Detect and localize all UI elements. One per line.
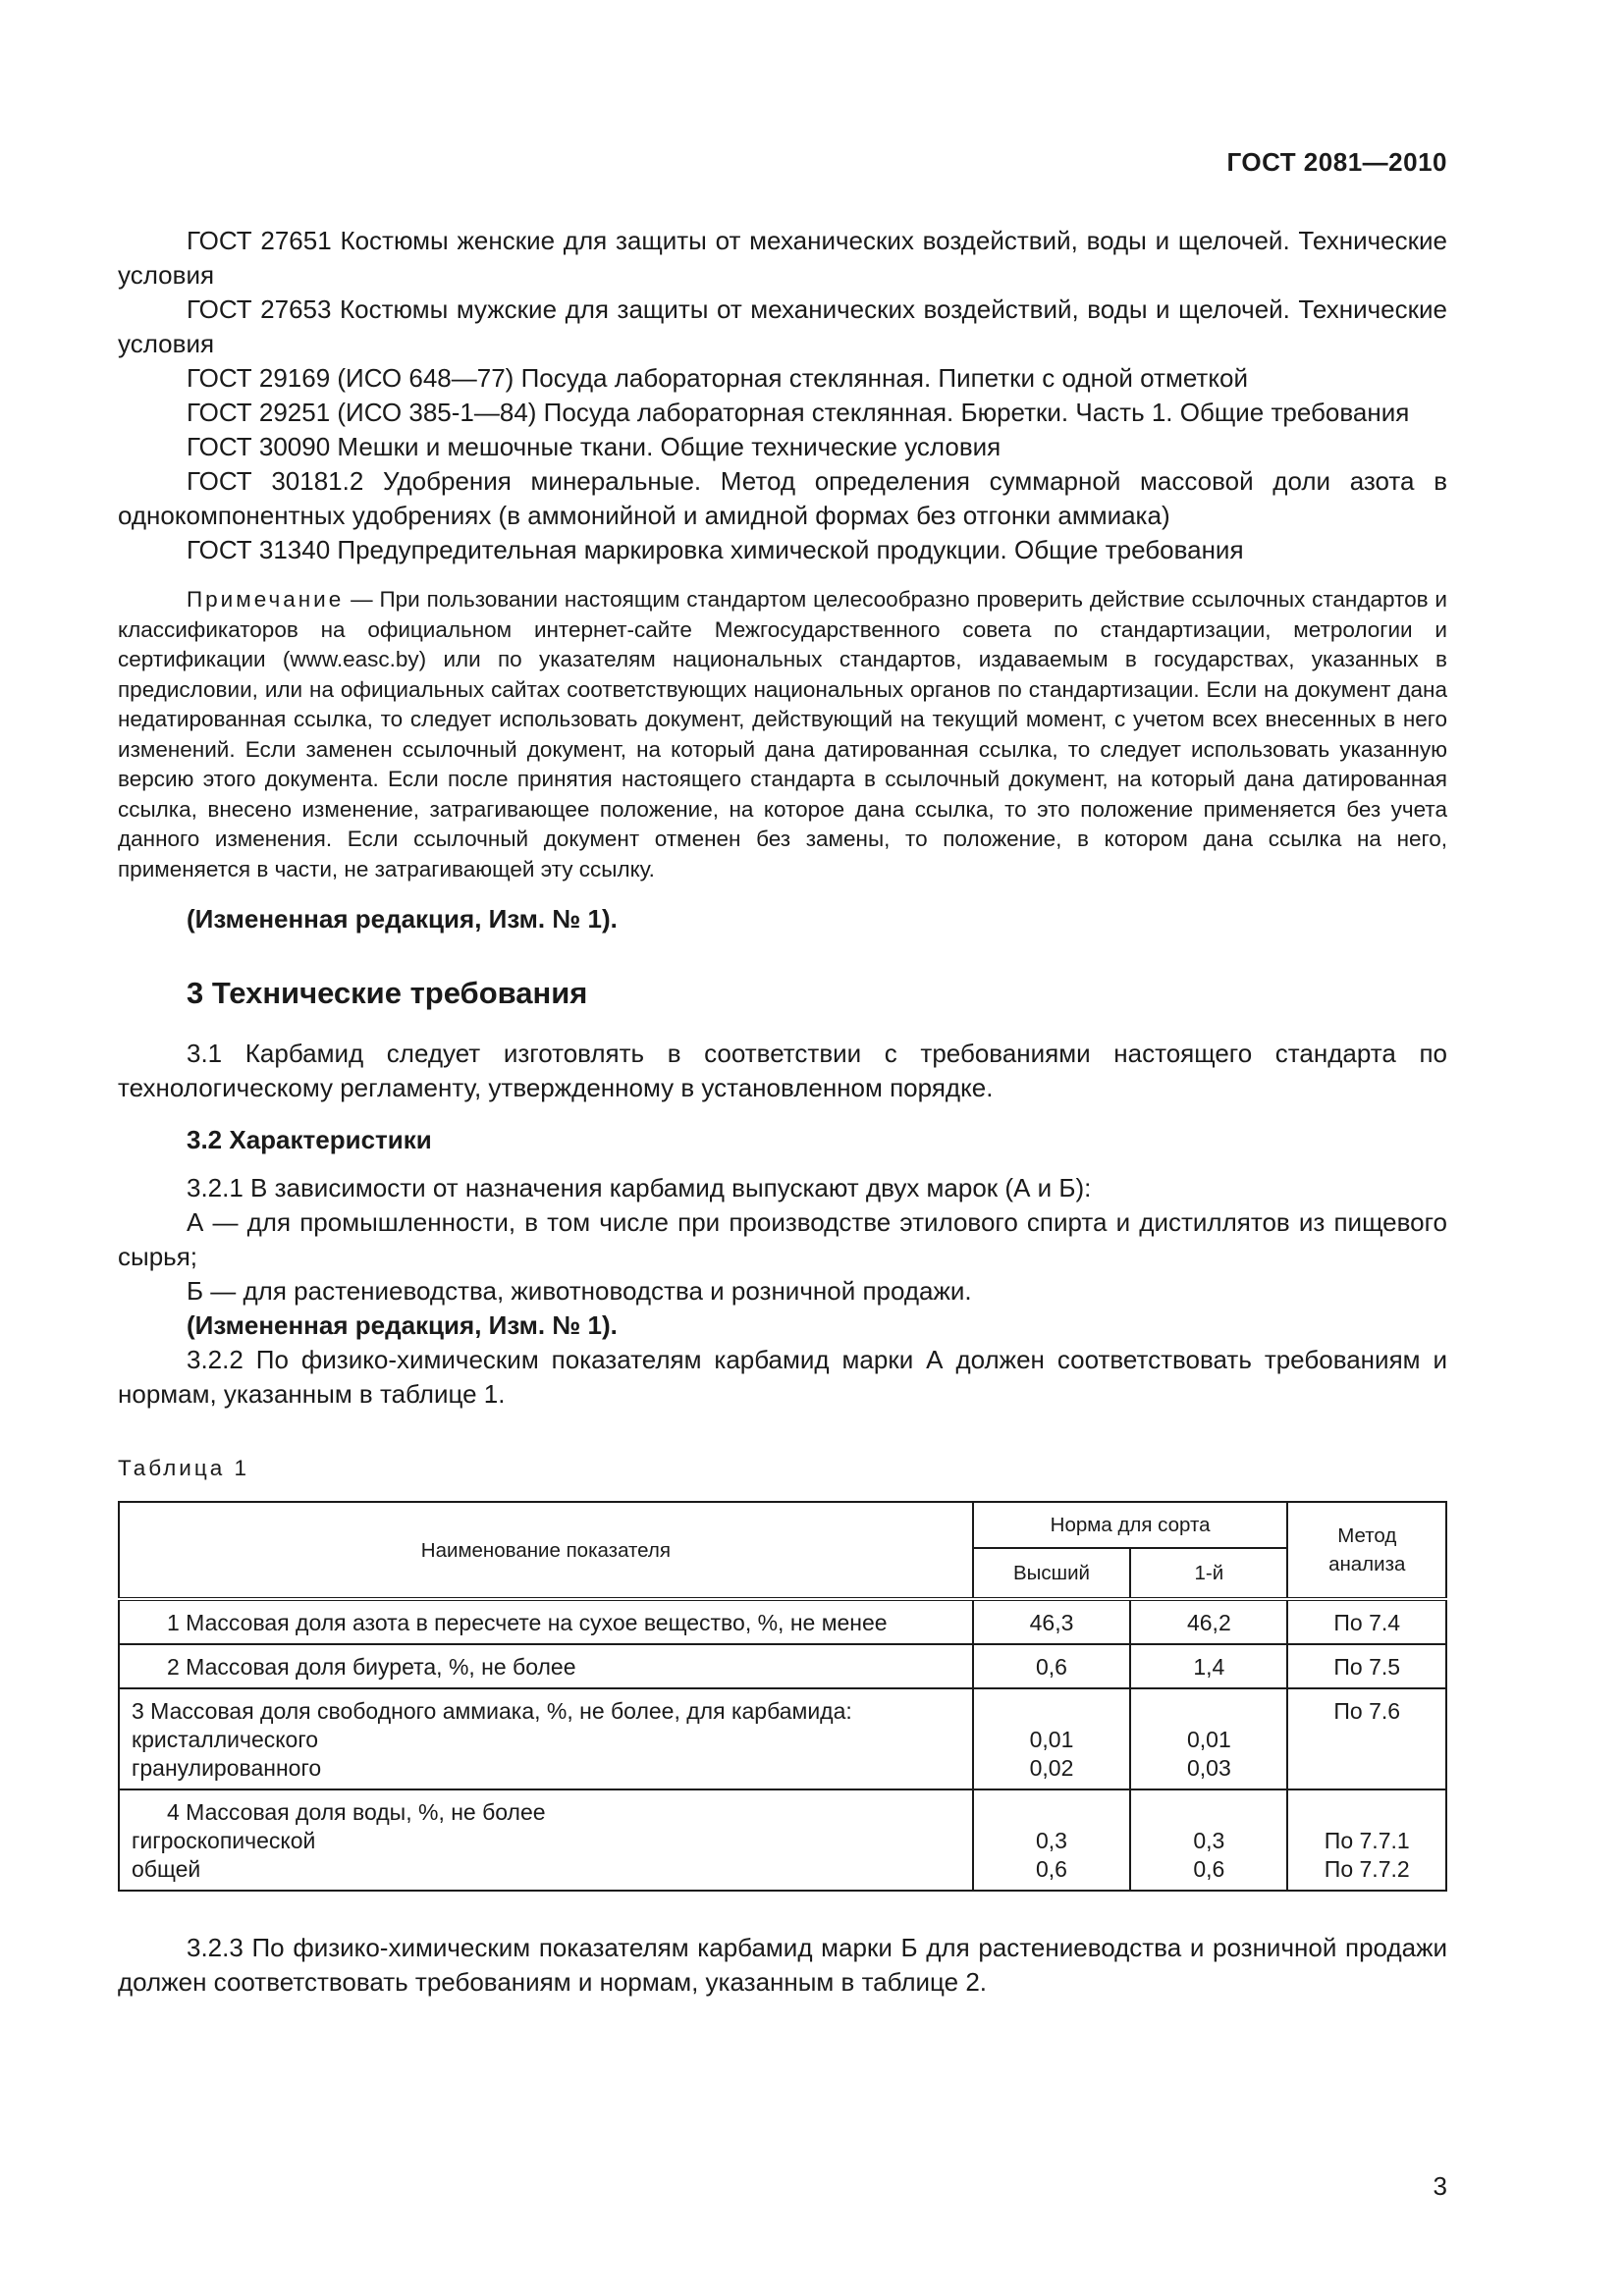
indicator-sub: гранулированного [132, 1755, 322, 1781]
reference-item: ГОСТ 27653 Костюмы мужские для защиты от механических воздействий, воды и щелочей. Технические условия [118, 294, 1447, 358]
indicator-title: 4 Массовая доля воды, %, не более [167, 1799, 546, 1825]
section-title: 3 Технические требования [187, 976, 588, 1010]
method: По 7.6 [1333, 1698, 1401, 1724]
cell-indicator: 1 Массовая доля азота в пересчете на сухое вещество, %, не менее [119, 1599, 973, 1644]
cell-indicator [119, 1789, 973, 1891]
table-row [119, 1789, 1446, 1891]
table-1 [118, 1501, 1447, 1892]
cell-method: По 7.4 [1287, 1599, 1446, 1644]
table-row [119, 1688, 1446, 1789]
header-grade-top: Высший [973, 1548, 1130, 1599]
revision-note: (Измененная редакция, Изм. № 1). [187, 1310, 618, 1340]
table-caption: Таблица 1 [118, 1456, 249, 1480]
paragraph-3-2-2: 3.2.2 По физико-химическим показателям карбамид марки А должен соответствовать требованиям и нормам, указанным в таблице 1. [118, 1345, 1447, 1409]
cell-method: По 7.5 [1287, 1644, 1446, 1688]
value: 0,3 [1036, 1828, 1067, 1853]
reference-item: ГОСТ 30181.2 Удобрения минеральные. Метод определения суммарной массовой доли азота в однокомпонентных удобрениях (в аммонийной и амидной формах без отгонки аммиака) [118, 466, 1447, 530]
header-method-line: Метод [1337, 1524, 1397, 1547]
document-header: ГОСТ 2081—2010 [1226, 147, 1447, 177]
note-text: — При пользовании настоящим стандартом целесообразно проверить действие ссылочных стандартов и классификаторов на официальном интернет-сайте Межгосударственного совета по стандартизации, метрологии и сертификации (www.easc.by) или по указателям национальных стандартов, издаваемым в государствах, указанных в предисловии, или на официальных сайтах соответствующих национальных органов по стандартизации. Если на документ дана недатированная ссылка, то следует использовать документ, действующий на текущий момент, с учетом всех внесенных в него изменений. Если заменен ссылочный документ, на который дана датированная ссылка, то следует использовать указанную версию этого документа. Если после принятия настоящего стандарта в ссылочный документ, на который дана датированная ссылка, внесено изменение, затрагивающее положение, на которое дана ссылка, то это положение применяется без учета данного изменения. Если ссылочный документ отменен без замены, то положение, в котором дана ссылка на него, применяется в части, не затрагивающей эту ссылку. [118, 587, 1447, 881]
reference-item: ГОСТ 30090 Мешки и мешочные ткани. Общие технические условия [187, 432, 1001, 461]
indicator-sub: гигроскопической [132, 1828, 316, 1853]
paragraph-3-2-1: 3.2.1 В зависимости от назначения карбамид выпускают двух марок (А и Б): [187, 1173, 1092, 1202]
note-label: Примечание [187, 587, 345, 612]
paragraph-3-2-3: 3.2.3 По физико-химическим показателям карбамид марки Б для растениеводства и розничной продажи должен соответствовать требованиям и нормам, указанным в таблице 2. [118, 1933, 1447, 1997]
cell-indicator [119, 1688, 973, 1789]
table-row [119, 1644, 1446, 1688]
page-content [118, 224, 1447, 2000]
cell-method [1287, 1688, 1446, 1789]
header-name: Наименование показателя [119, 1502, 973, 1599]
revision-note: (Измененная редакция, Изм. № 1). [187, 904, 618, 934]
value: 0,03 [1186, 1755, 1231, 1781]
header-norm: Норма для сорта [973, 1502, 1288, 1548]
value: 0,6 [1193, 1856, 1225, 1882]
cell-value [1130, 1789, 1287, 1891]
method: По 7.7.2 [1324, 1856, 1410, 1882]
paragraph-3-1: 3.1 Карбамид следует изготовлять в соответствии с требованиями настоящего стандарта по технологическому регламенту, утвержденному в установленном порядке. [118, 1039, 1447, 1102]
paragraph-grade-b: Б — для растениеводства, животноводства и розничной продажи. [187, 1276, 972, 1306]
cell-value: 46,3 [973, 1599, 1130, 1644]
cell-value [1130, 1688, 1287, 1789]
value: 0,6 [1036, 1856, 1067, 1882]
cell-method [1287, 1789, 1446, 1891]
reference-item: ГОСТ 29251 (ИСО 385-1—84) Посуда лабораторная стеклянная. Бюретки. Часть 1. Общие требования [187, 398, 1410, 427]
cell-value [973, 1789, 1130, 1891]
subsection-title: 3.2 Характеристики [187, 1125, 432, 1154]
table-row [119, 1599, 1446, 1644]
cell-value: 1,4 [1130, 1644, 1287, 1688]
reference-item: ГОСТ 31340 Предупредительная маркировка химической продукции. Общие требования [187, 535, 1244, 564]
method: По 7.7.1 [1324, 1828, 1410, 1853]
indicator-title: 3 Массовая доля свободного аммиака, %, не более, для карбамида: [132, 1698, 852, 1724]
paragraph-grade-a: А — для промышленности, в том числе при производстве этилового спирта и дистиллятов из пищевого сырья; [118, 1207, 1447, 1271]
note-paragraph [118, 585, 1447, 884]
table-header-row [119, 1502, 1446, 1548]
value: 0,02 [1029, 1755, 1074, 1781]
value: 0,01 [1029, 1727, 1074, 1752]
header-grade-1: 1-й [1130, 1548, 1287, 1599]
header-method [1287, 1502, 1446, 1599]
value: 0,3 [1193, 1828, 1225, 1853]
header-method-line: анализа [1328, 1553, 1406, 1575]
value: 0,01 [1186, 1727, 1231, 1752]
reference-item: ГОСТ 29169 (ИСО 648—77) Посуда лабораторная стеклянная. Пипетки с одной отметкой [187, 363, 1248, 393]
cell-indicator: 2 Массовая доля биурета, %, не более [119, 1644, 973, 1688]
page-number: 3 [1433, 2171, 1447, 2201]
cell-value: 0,6 [973, 1644, 1130, 1688]
cell-value: 46,2 [1130, 1599, 1287, 1644]
reference-item: ГОСТ 27651 Костюмы женские для защиты от механических воздействий, воды и щелочей. Технические условия [118, 226, 1447, 290]
cell-value [973, 1688, 1130, 1789]
indicator-sub: кристаллического [132, 1727, 319, 1752]
indicator-sub: общей [132, 1856, 201, 1882]
